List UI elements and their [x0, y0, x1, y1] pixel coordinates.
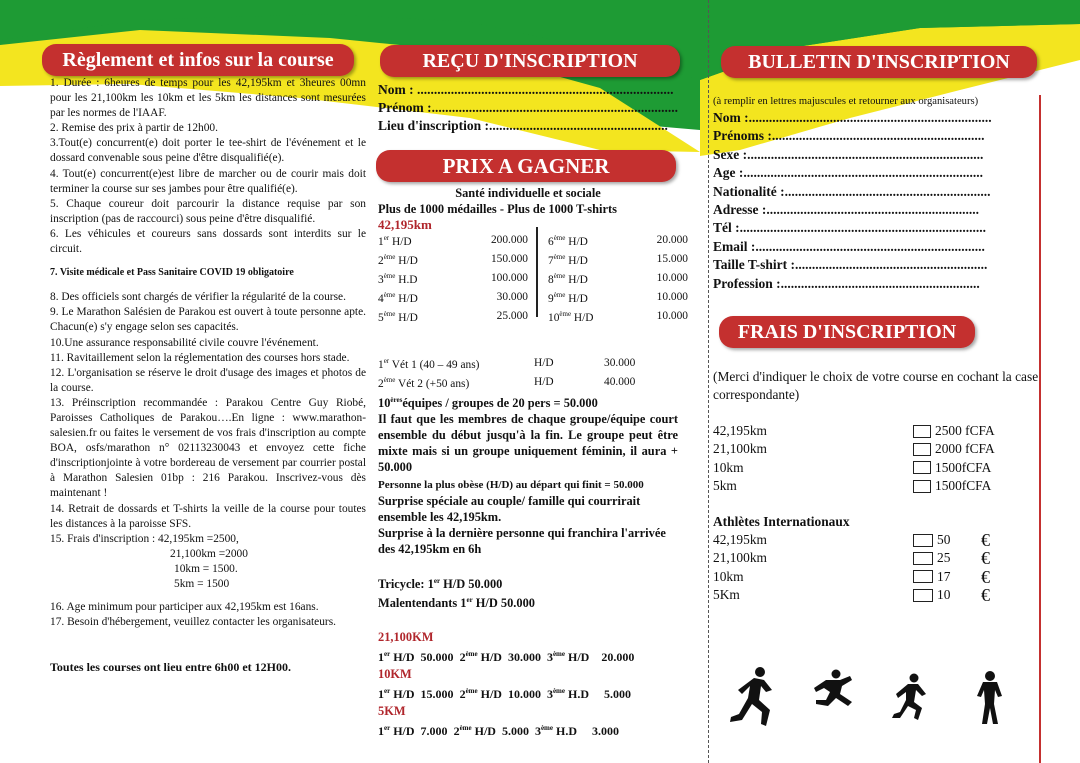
prix-table-left [378, 231, 528, 326]
frais-price: 25 [937, 550, 951, 566]
runner-icon-4 [977, 671, 1002, 724]
frais-header: FRAIS D'INSCRIPTION [719, 316, 975, 348]
frais-section [713, 368, 1043, 604]
bulletin-form [713, 94, 1043, 293]
prix-obese: Personne la plus obèse (H/D) au départ qui finit = 50.000 [378, 479, 644, 492]
frais-distance: 5km [713, 477, 737, 493]
frais-price: 2000 fCFA [935, 441, 995, 457]
prix-veteran-value: 30.000 [604, 356, 636, 369]
ordinal-suffix: ème [553, 291, 566, 299]
prix-rank: 8ème H/D [548, 272, 588, 286]
prix-rank: 1er H/D [378, 234, 412, 248]
reglement-item: 6. Les véhicules et coureurs sans dossards sont interdits sur le circuit. [50, 227, 366, 256]
frais-price: 2500 fCFA [935, 423, 995, 438]
ordinal-suffix: ème [465, 650, 478, 659]
frais-note: (Merci d'indiquer le choix de votre course en cochant la case correspondante) [713, 369, 1039, 402]
frais-price: 1500fCFA [935, 459, 992, 475]
frais-distance: 42,195km [713, 423, 767, 438]
frais-currency: € [981, 548, 990, 569]
frais-row [713, 549, 1043, 567]
ordinal-suffix: er [384, 724, 391, 733]
prix-rank: 4ème H/D [378, 291, 418, 305]
ordinal-suffix: er [384, 650, 391, 659]
ordinal-suffix: ème [383, 253, 396, 261]
ordinal-suffix: ème [553, 234, 566, 242]
frais-currency: € [981, 585, 990, 606]
frais-row [713, 440, 1043, 458]
prix-subtitle: Santé individuelle et sociale [455, 186, 601, 200]
reglement-item: 1. Durée : 6heures de temps pour les 42,195km et 3heures 00mn pour les 21,100km les 10km et les 5km les distances sont mesurées par les normes de l'IAAF. [50, 77, 366, 120]
prix-rank: 3ème H.D [378, 272, 418, 286]
bulletin-field-line: Age :....................................................................... [713, 165, 983, 181]
reglement-fee-line: 10km = 1500. [174, 562, 238, 575]
prix-medals: Plus de 1000 médailles - Plus de 1000 T-shirts [378, 202, 617, 216]
ordinal-suffix: ème [383, 291, 396, 299]
reglement-item: 10.Une assurance responsabilité civile couvre l'événement. [50, 336, 319, 349]
frais-checkbox[interactable] [913, 589, 933, 602]
prix-veteran-cat: H/D [534, 375, 554, 388]
frais-checkbox[interactable] [913, 480, 931, 493]
reglement-item: 15. Frais d'inscription : 42,195km =2500, [50, 532, 239, 545]
reglement-fee-line: 5km = 1500 [174, 578, 230, 590]
frais-checkbox[interactable] [913, 552, 933, 565]
reglement-list-1 [50, 76, 366, 257]
prix-value: 10.000 [656, 309, 688, 322]
reglement-item: 17. Besoin d'hébergement, veuillez contacter les organisateurs. [50, 616, 336, 629]
prix-rank: 7ème H/D [548, 253, 588, 267]
prix-veteran-row [378, 354, 678, 373]
reglement-list-3 [50, 600, 366, 630]
prix-10km-row: 1er H/D 15.000 2ème H/D 10.000 3ème H.D 5.000 [378, 687, 631, 702]
frais-row [713, 531, 1043, 549]
frais-row [713, 477, 1043, 495]
bulletin-field-line: Prénoms :............................................................... [713, 128, 985, 144]
prix-row [548, 269, 688, 288]
ordinal-suffix: ères [390, 396, 403, 404]
prix-equipes: 10èreséquipes / groupes de 20 pers = 50.000 [378, 396, 598, 411]
ordinal-suffix: er [383, 357, 390, 365]
reglement-item: 5. Chaque coureur doit parcourir la distance requise par son inscription (pas de raccourci) sous peine d'être disqualifié. [50, 197, 366, 225]
prix-value: 10.000 [656, 271, 688, 284]
prix-veteran-label: 2ème Vét 2 (+50 ans) [378, 376, 470, 390]
frais-price: 10 [937, 587, 951, 603]
bulletin-field-line: Nationalité :............................................................. [713, 183, 991, 199]
prix-5km-row: 1er H/D 7.000 2ème H/D 5.000 3ème H.D 3.000 [378, 724, 619, 739]
frais-price: 50 [937, 532, 951, 548]
prix-veterans [378, 354, 678, 392]
ordinal-suffix: ème [552, 687, 565, 696]
prix-row [378, 288, 528, 307]
prix-details [378, 392, 698, 740]
prix-rank: 6ème H/D [548, 234, 588, 248]
frais-distance: 10km [713, 568, 744, 584]
prix-row [548, 250, 688, 269]
prix-rank: 5ème H/D [378, 310, 418, 324]
ordinal-suffix: ème [553, 272, 566, 280]
frais-distance: 10km [713, 459, 744, 475]
reglement-item-7: 7. Visite médicale et Pass Sanitaire COVID 19 obligatoire [50, 267, 294, 279]
frais-distance: 21,100km [713, 441, 767, 457]
bulletin-field-line: Email :.................................................................... [713, 238, 985, 254]
prix-value: 25.000 [496, 309, 528, 322]
prix-value: 20.000 [656, 233, 688, 246]
bulletin-field-line: Adresse :............................................................... [713, 202, 979, 218]
prix-table-divider [536, 227, 538, 317]
frais-price: 17 [937, 568, 951, 584]
frais-row [713, 459, 1043, 477]
bulletin-fields [713, 109, 1043, 293]
bulletin-header: BULLETIN D'INSCRIPTION [721, 46, 1037, 78]
fold-line [708, 0, 709, 763]
reglement-item: 13. Préinscription recommandée : Parakou Centre Guy Riobé, Paroisses Catholiques de Parakou….En ligne : www.marathon-salesien.fr ou faites le versement de vos frais d'inscription au compte BOA, osfs/marathon n° 02113230043 et envoyez cette fiche d'inscriptionjointe à votre bordereau de versement par courrier postal à Marathon Salesien 01bp : 216 Parakou. Inscrivez-vous dès maintenant ! [50, 396, 366, 500]
frais-distance: 42,195km [713, 532, 767, 548]
frais-distance: 21,100km [713, 550, 767, 566]
prix-veteran-label: 1er Vét 1 (40 – 49 ans) [378, 357, 480, 371]
prix-42km-label: 42,195km [378, 217, 432, 232]
frais-row [713, 568, 1043, 586]
prix-21km-row: 1er H/D 50.000 2ème H/D 30.000 3ème H/D 20.000 [378, 650, 635, 665]
ordinal-suffix: ème [540, 724, 553, 733]
reglement-item: 4. Tout(e) concurrent(e)est libre de marcher ou de courir mais doit terminer la course sur ses jambes pour être qualifié(e). [50, 167, 366, 195]
ordinal-suffix: ème [383, 272, 396, 280]
prix-surprise-2: Surprise à la dernière personne qui franchira l'arrivée des 42,195km en 6h [378, 526, 666, 557]
ordinal-suffix: ème [383, 310, 396, 318]
recu-field-line: Prénom :......................................................................... [378, 100, 678, 115]
reglement-list-2 [50, 290, 366, 547]
frais-price: 1500fCFA [935, 477, 992, 493]
frais-row [713, 422, 1043, 440]
reglement-item: 2. Remise des prix à partir de 12h00. [50, 122, 218, 135]
reglement-fees [50, 547, 366, 592]
reglement-item: 16. Age minimum pour participer aux 42,195km est 16ans. [50, 601, 319, 614]
frais-checkbox[interactable] [913, 461, 931, 474]
prix-malentendants: Malentendants 1er H/D 50.000 [378, 596, 535, 611]
bulletin-field-line: Nom :........................................................................ [713, 110, 992, 125]
ordinal-suffix: ème [465, 687, 478, 696]
reglement-item: 11. Ravitaillement selon la réglementation des courses hors stade. [50, 351, 350, 364]
bulletin-field-line: Taille T-shirt :......................................................... [713, 257, 988, 273]
frais-distance: 5Km [713, 587, 740, 603]
ordinal-suffix: ème [552, 650, 565, 659]
ordinal-suffix: er [466, 596, 473, 605]
prix-rank: 2ème H/D [378, 253, 418, 267]
reglement-fee-line: 21,100km =2000 [170, 547, 248, 560]
reglement-item: 12. L'organisation se réserve le droit d'usage des images et photos de la course. [50, 366, 366, 394]
frais-checkbox[interactable] [913, 425, 931, 438]
frais-intl-list [713, 531, 1043, 604]
ordinal-suffix: ème [459, 724, 472, 733]
prix-value: 150.000 [490, 252, 528, 265]
prix-veteran-row [378, 373, 678, 392]
bulletin-field-line: Tél :......................................................................... [713, 220, 986, 236]
reglement-column [50, 76, 366, 675]
runner-icon-1 [730, 667, 772, 726]
prix-table-right [548, 231, 688, 326]
ordinal-suffix: er [383, 234, 390, 242]
frais-checkbox[interactable] [913, 534, 933, 547]
prix-value: 100.000 [490, 271, 528, 284]
prix-value: 200.000 [490, 233, 528, 246]
runner-icon-3 [892, 674, 926, 721]
bulletin-note: (à remplir en lettres majuscules et retourner aux organisateurs) [713, 96, 979, 107]
prix-row [378, 250, 528, 269]
frais-intl-title: Athlètes Internationaux [713, 514, 850, 530]
prix-row [378, 269, 528, 288]
recu-fields [378, 81, 698, 135]
recu-header: REÇU D'INSCRIPTION [380, 45, 680, 77]
runners-illustration [728, 666, 1018, 730]
prix-row [378, 307, 528, 326]
prix-veteran-cat: H/D [534, 356, 554, 369]
prix-row [548, 307, 688, 326]
bulletin-field-line: Profession :........................................................... [713, 275, 980, 291]
ordinal-suffix: er [433, 577, 441, 586]
prix-10km-label: 10KM [378, 667, 412, 682]
reglement-item: 3.Tout(e) concurrent(e) doit porter le tee-shirt de l'événement et le dossard convenable sous peine d'être disqualifié(e). [50, 137, 366, 165]
reglement-header: Règlement et infos sur la course [42, 44, 354, 76]
ordinal-suffix: ème [553, 253, 566, 261]
prix-rank: 9ème H/D [548, 291, 588, 305]
prix-tricycle: Tricycle: 1er H/D 50.000 [378, 577, 503, 592]
runner-icon-2 [814, 670, 852, 707]
prix-rule: Il faut que les membres de chaque groupe/équipe court ensemble du début jusqu'à la fin. Le groupe peut être mixte mais si un groupe uniquement féminin, il aura + 50.000 [378, 412, 678, 475]
frais-checkbox[interactable] [913, 443, 931, 456]
prix-21km-label: 21,100KM [378, 630, 434, 645]
prix-row [378, 231, 528, 250]
recu-field-line: Nom : ............................................................................ [378, 82, 674, 97]
reglement-item: 9. Le Marathon Salésien de Parakou est ouvert à toute personne apte. Chacun(e) s'y engage selon ses capacités. [50, 306, 366, 334]
prix-row [548, 288, 688, 307]
prix-42km-tables [378, 231, 698, 326]
prix-value: 30.000 [496, 290, 528, 303]
prix-rank: 10ème H/D [548, 310, 594, 324]
prix-row [548, 231, 688, 250]
ordinal-suffix: ème [383, 376, 396, 384]
frais-currency: € [981, 530, 990, 551]
bulletin-field-line: Sexe :...................................................................... [713, 146, 984, 162]
prix-value: 10.000 [656, 290, 688, 303]
prix-5km-label: 5KM [378, 704, 406, 719]
frais-local-list [713, 422, 1043, 495]
prix-value: 15.000 [656, 252, 688, 265]
ordinal-suffix: er [384, 687, 391, 696]
frais-checkbox[interactable] [913, 570, 933, 583]
ordinal-suffix: ème [559, 310, 572, 318]
reglement-item: 14. Retrait de dossards et T-shirts la veille de la course pour toutes les distances à la paroisse SFS. [50, 502, 366, 530]
prix-surprise-1: Surprise spéciale au couple/ famille qui courrirait ensemble les 42,195km. [378, 494, 641, 525]
prix-header: PRIX A GAGNER [376, 150, 676, 182]
frais-currency: € [981, 566, 990, 587]
prix-section [378, 185, 698, 740]
recu-field-line: Lieu d'inscription :..................................................... [378, 118, 668, 133]
frais-row [713, 586, 1043, 604]
reglement-footer: Toutes les courses ont lieu entre 6h00 et 12H00. [50, 660, 291, 675]
prix-veteran-value: 40.000 [604, 375, 636, 388]
reglement-item: 8. Des officiels sont chargés de vérifier la régularité de la course. [50, 291, 346, 304]
